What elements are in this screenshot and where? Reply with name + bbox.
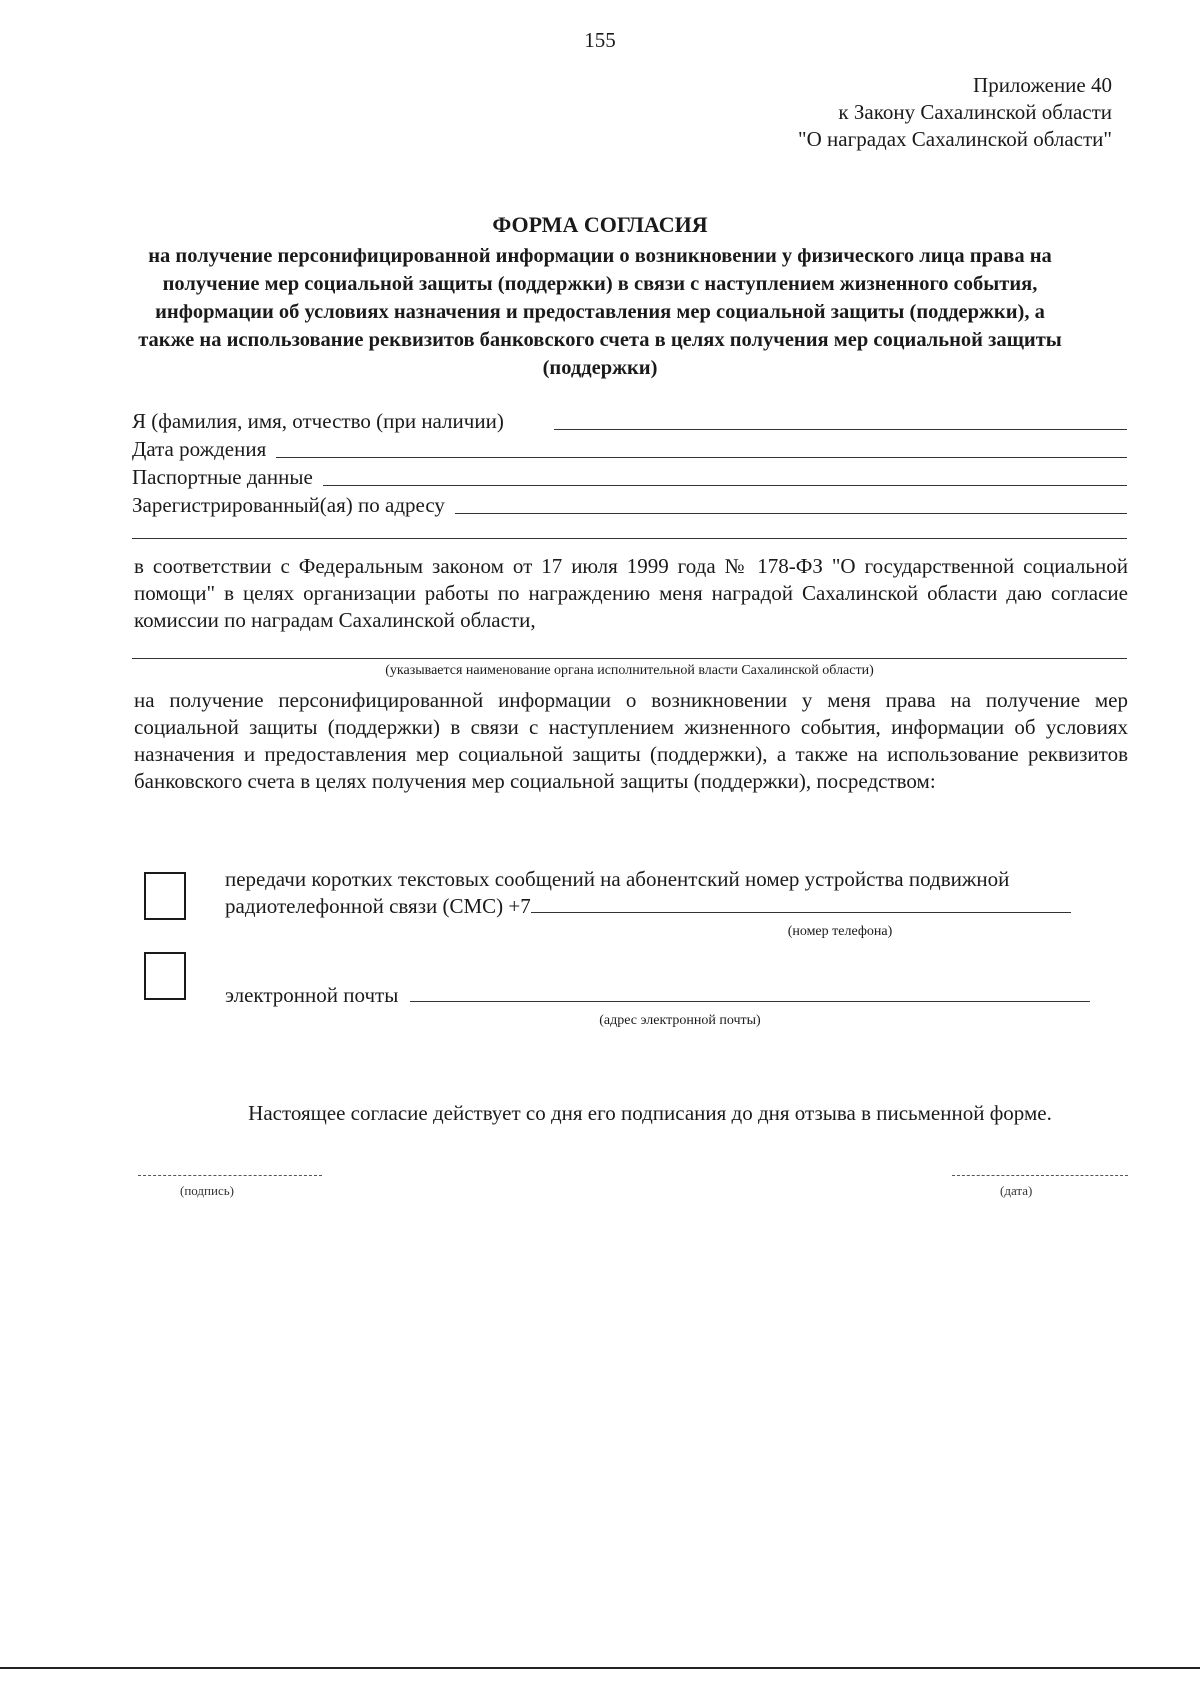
authority-caption: (указывается наименование органа исполнительной власти Сахалинской области) [385,663,874,678]
appendix-reference [798,72,1112,153]
phone-caption: (номер телефона) [787,924,893,939]
date-line[interactable] [952,1175,1128,1176]
birthdate-label: Дата рождения [132,437,267,461]
form-subtitle: на получение персонифицированной информации о возникновении у физического лица права на получение мер социальной защиты (поддержки) в связи с наступлением жизненного события, информации об условиях назначения и предоставления мер социальной защиты (поддержки), а также на использование реквизитов банковского счета в целях получения мер социальной защиты (поддержки) [138,245,1062,379]
email-option [225,982,1125,1009]
name-input-line[interactable] [554,429,1127,430]
name-label: Я (фамилия, имя, отчество (при наличии) [132,409,504,433]
page-number: 155 [584,28,616,52]
appendix-line-1: Приложение 40 [973,73,1112,97]
email-option-label: электронной почты [225,983,399,1007]
address-continuation-line[interactable] [132,538,1127,539]
birthdate-input-line[interactable] [276,457,1127,458]
validity-statement: Настоящее согласие действует со дня его подписания до дня отзыва в письменной форме. [248,1101,1052,1125]
address-input-line[interactable] [455,513,1127,514]
address-label: Зарегистрированный(ая) по адресу [132,493,445,517]
phone-input-line[interactable] [531,912,1071,913]
appendix-line-2: к Закону Сахалинской области [838,100,1112,124]
sms-option-label: радиотелефонной связи (СМС) +7 [225,894,531,918]
bottom-rule [0,1667,1200,1669]
law-paragraph: в соответствии с Федеральным законом от 17 июля 1999 года № 178-ФЗ "О государственной социальной помощи" в целях организации работы по награждению меня наградой Сахалинской области даю согласие комиссии по наградам Сахалинской области, [134,554,1128,632]
name-field[interactable] [132,406,1127,434]
appendix-line-3: "О наградах Сахалинской области" [798,127,1112,151]
authority-input-line[interactable] [132,658,1127,659]
sms-option-line-1: передачи коротких текстовых сообщений на абонентский номер устройства подвижной [225,867,1010,891]
email-input-line[interactable] [410,1001,1090,1002]
email-caption: (адрес электронной почты) [599,1013,761,1028]
email-checkbox[interactable] [144,952,186,1000]
sms-option-line-2 [225,893,1125,920]
passport-field[interactable] [132,462,1127,490]
signature-caption: (подпись) [180,1183,234,1198]
address-field[interactable] [132,490,1127,518]
sms-checkbox[interactable] [144,872,186,920]
sms-option [225,866,1125,920]
date-caption: (дата) [1000,1183,1033,1198]
form-title: ФОРМА СОГЛАСИЯ [492,212,708,237]
birthdate-field[interactable] [132,434,1127,462]
passport-label: Паспортные данные [132,465,313,489]
signature-line[interactable] [138,1175,322,1176]
consent-paragraph: на получение персонифицированной информации о возникновении у меня права на получение мер социальной защиты (поддержки) в связи с наступлением жизненного события, информации об условиях назначения и предоставления мер социальной защиты (поддержки), а также на использование реквизитов банковского счета в целях получения мер социальной защиты (поддержки), посредством: [134,688,1128,793]
passport-input-line[interactable] [323,485,1127,486]
